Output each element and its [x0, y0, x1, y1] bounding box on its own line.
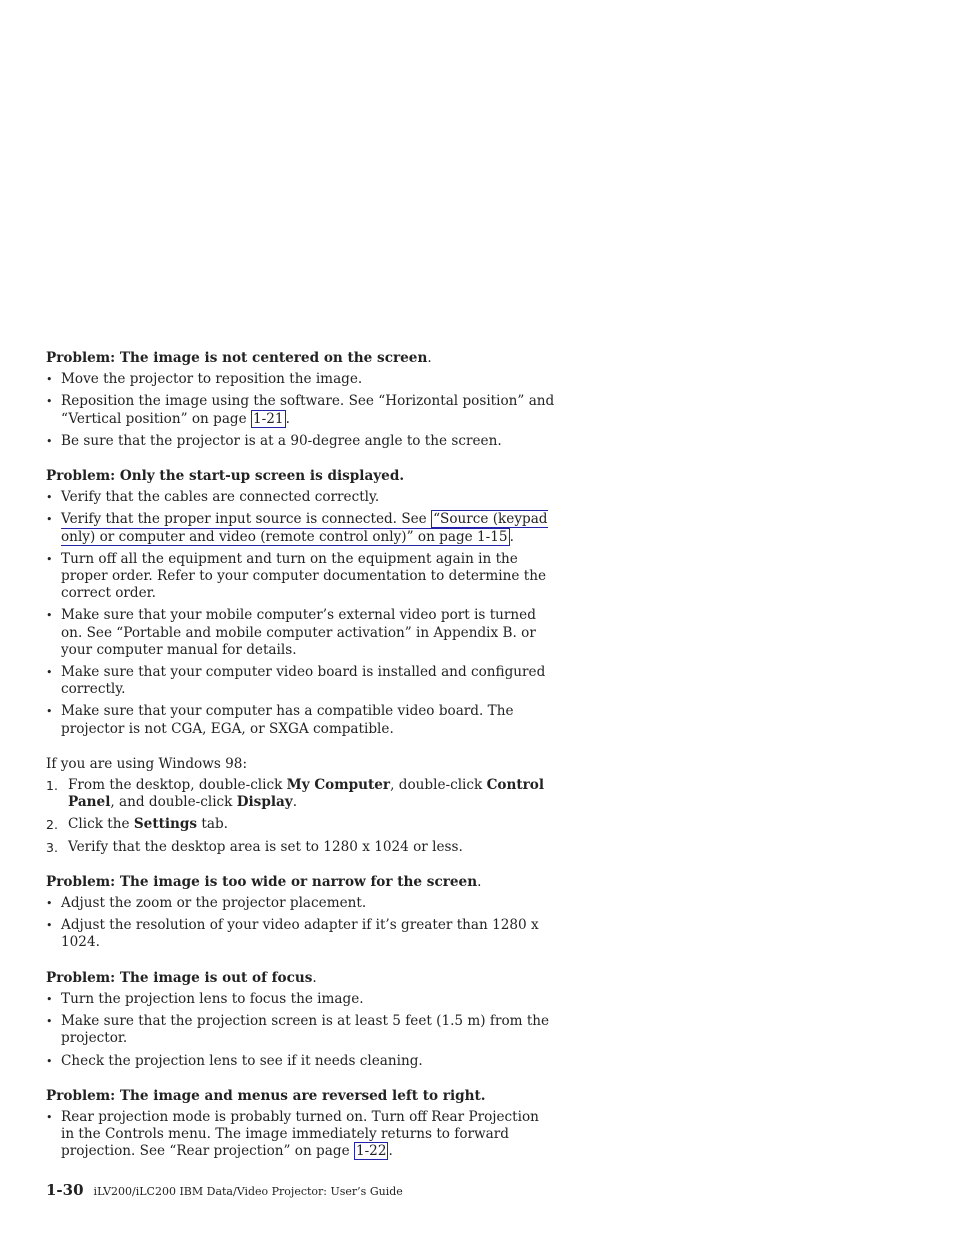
- list-item: • Make sure that your computer has a compatible video board. The projector is not CGA, EGA, or SXGA compatible.: [46, 703, 556, 737]
- list-item: • Be sure that the projector is at a 90-degree angle to the screen.: [46, 433, 556, 450]
- page-link-1-15[interactable]: “Source (keypad only) or computer and video (remote control only)” on page 1-15: [61, 511, 548, 545]
- windows-steps: [46, 777, 556, 856]
- page-content: [46, 350, 556, 1179]
- bullet-list-out-of-focus: [46, 991, 556, 1070]
- page-number: 1-30: [46, 1181, 84, 1199]
- list-item: • Turn the projection lens to focus the image.: [46, 991, 556, 1008]
- problem-heading-not-centered: Problem: The image is not centered on the screen.: [46, 350, 432, 366]
- windows-intro: If you are using Windows 98:: [46, 755, 248, 772]
- list-item: • Check the projection lens to see if it needs cleaning.: [46, 1053, 556, 1070]
- list-item: • Verify that the proper input source is connected. See “Source (keypad only) or computer and video (remote control only)” on page 1-15 .: [46, 511, 556, 545]
- step-item: 3. Verify that the desktop area is set to 1280 x 1024 or less.: [46, 838, 463, 855]
- bullet-list-startup-screen: [46, 489, 556, 738]
- list-item: • Reposition the image using the software. See “Horizontal position” and “Vertical position” on page 1-21 .: [46, 393, 556, 427]
- bullet-list-too-wide: [46, 895, 556, 952]
- problem-heading-reversed: Problem: The image and menus are reversed left to right.: [46, 1087, 486, 1104]
- problem-heading-startup-screen: Problem: Only the start-up screen is displayed.: [46, 468, 405, 485]
- list-item: • Rear projection mode is probably turned on. Turn off Rear Projection in the Controls menu. The image immediately returns to forward projection. See “Rear projection” on page 1-22 .: [46, 1109, 556, 1161]
- problem-heading-out-of-focus: Problem: The image is out of focus.: [46, 969, 317, 986]
- list-item: • Adjust the zoom or the projector placement.: [46, 895, 556, 912]
- footer-title: iLV200/iLC200 IBM Data/Video Projector: User’s Guide: [93, 1185, 403, 1198]
- list-item: • Verify that the cables are connected correctly.: [46, 489, 556, 506]
- page-link-1-21[interactable]: 1-21: [253, 410, 284, 427]
- list-item: • Adjust the resolution of your video adapter if it’s greater than 1280 x 1024.: [46, 917, 556, 951]
- bullet-list-reversed: [46, 1109, 556, 1161]
- list-item: • Make sure that your mobile computer’s external video port is turned on. See “Portable and mobile computer activation” in Appendix B. or your computer manual for details.: [46, 607, 556, 659]
- step-item: 2. Click the Settings tab.: [46, 816, 229, 833]
- step-item: 1. From the desktop, double-click My Computer, double-click Control Panel, and double-click Display.: [46, 777, 545, 811]
- page-link-1-22[interactable]: 1-22: [355, 1143, 387, 1160]
- bullet-list-not-centered: [46, 371, 556, 450]
- page-footer: [46, 1182, 403, 1200]
- list-item: • Move the projector to reposition the image.: [46, 371, 556, 388]
- problem-heading-too-wide: Problem: The image is too wide or narrow for the screen.: [46, 873, 482, 890]
- list-item: • Make sure that the projection screen is at least 5 feet (1.5 m) from the projector.: [46, 1013, 556, 1047]
- list-item: • Turn off all the equipment and turn on the equipment again in the proper order. Refer to your computer documentation to determine the correct order.: [46, 551, 556, 603]
- list-item: • Make sure that your computer video board is installed and configured correctly.: [46, 664, 556, 698]
